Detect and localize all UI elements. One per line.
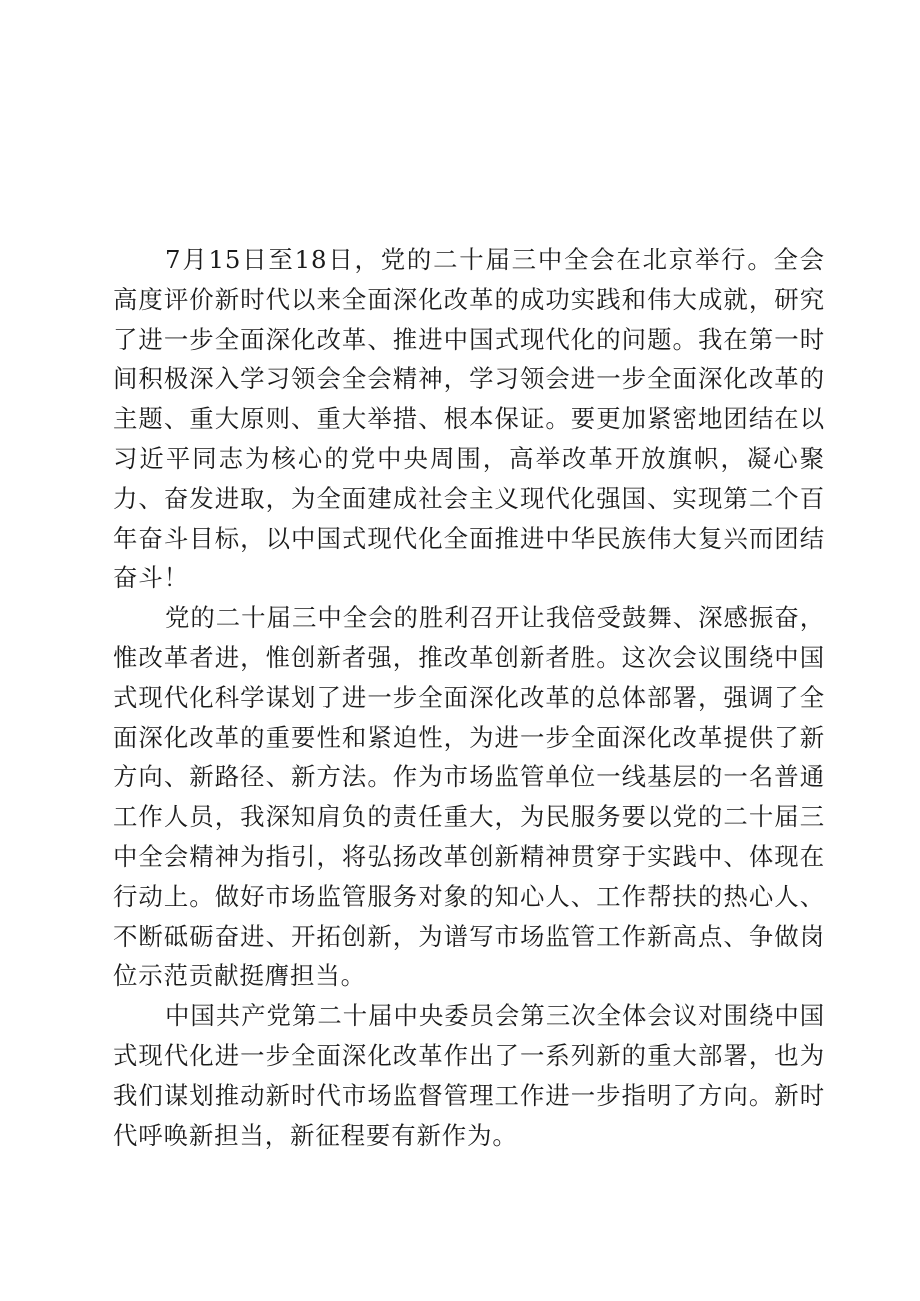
- paragraph-1: 7月15日至18日，党的二十届三中全会在北京举行。全会高度评价新时代以来全面深化改革的成功实践和伟大成就，研究了进一步全面深化改革、推进中国式现代化的问题。我在第一时间积极深入学习领会全会精神，学习领会进一步全面深化改革的主题、重大原则、重大举措、根本保证。要更加紧密地团结在以习近平同志为核心的党中央周围，高举改革开放旗帜，凝心聚力、奋发进取，为全面建成社会主义现代化强国、实现第二个百年奋斗目标，以中国式现代化全面推进中华民族伟大复兴而团结奋斗！: [113, 245, 825, 593]
- paragraph-3: 中国共产党第二十届中央委员会第三次全体会议对围绕中国式现代化进一步全面深化改革作出了一系列新的重大部署，也为我们谋划推动新时代市场监督管理工作进一步指明了方向。新时代呼唤新担当，新征程要有新作为。: [113, 1001, 825, 1150]
- document-body: [113, 240, 825, 1155]
- paragraph-2: 党的二十届三中全会的胜利召开让我倍受鼓舞、深感振奋，惟改革者进，惟创新者强，推改革创新者胜。这次会议围绕中国式现代化科学谋划了进一步全面深化改革的总体部署，强调了全面深化改革的重要性和紧迫性，为进一步全面深化改革提供了新方向、新路径、新方法。作为市场监管单位一线基层的一名普通工作人员，我深知肩负的责任重大，为民服务要以党的二十届三中全会精神为指引，将弘扬改革创新精神贯穿于实践中、体现在行动上。做好市场监管服务对象的知心人、工作帮扶的热心人、不断砥砺奋进、开拓创新，为谱写市场监管工作新高点、争做岗位示范贡献挺膺担当。: [113, 603, 825, 991]
